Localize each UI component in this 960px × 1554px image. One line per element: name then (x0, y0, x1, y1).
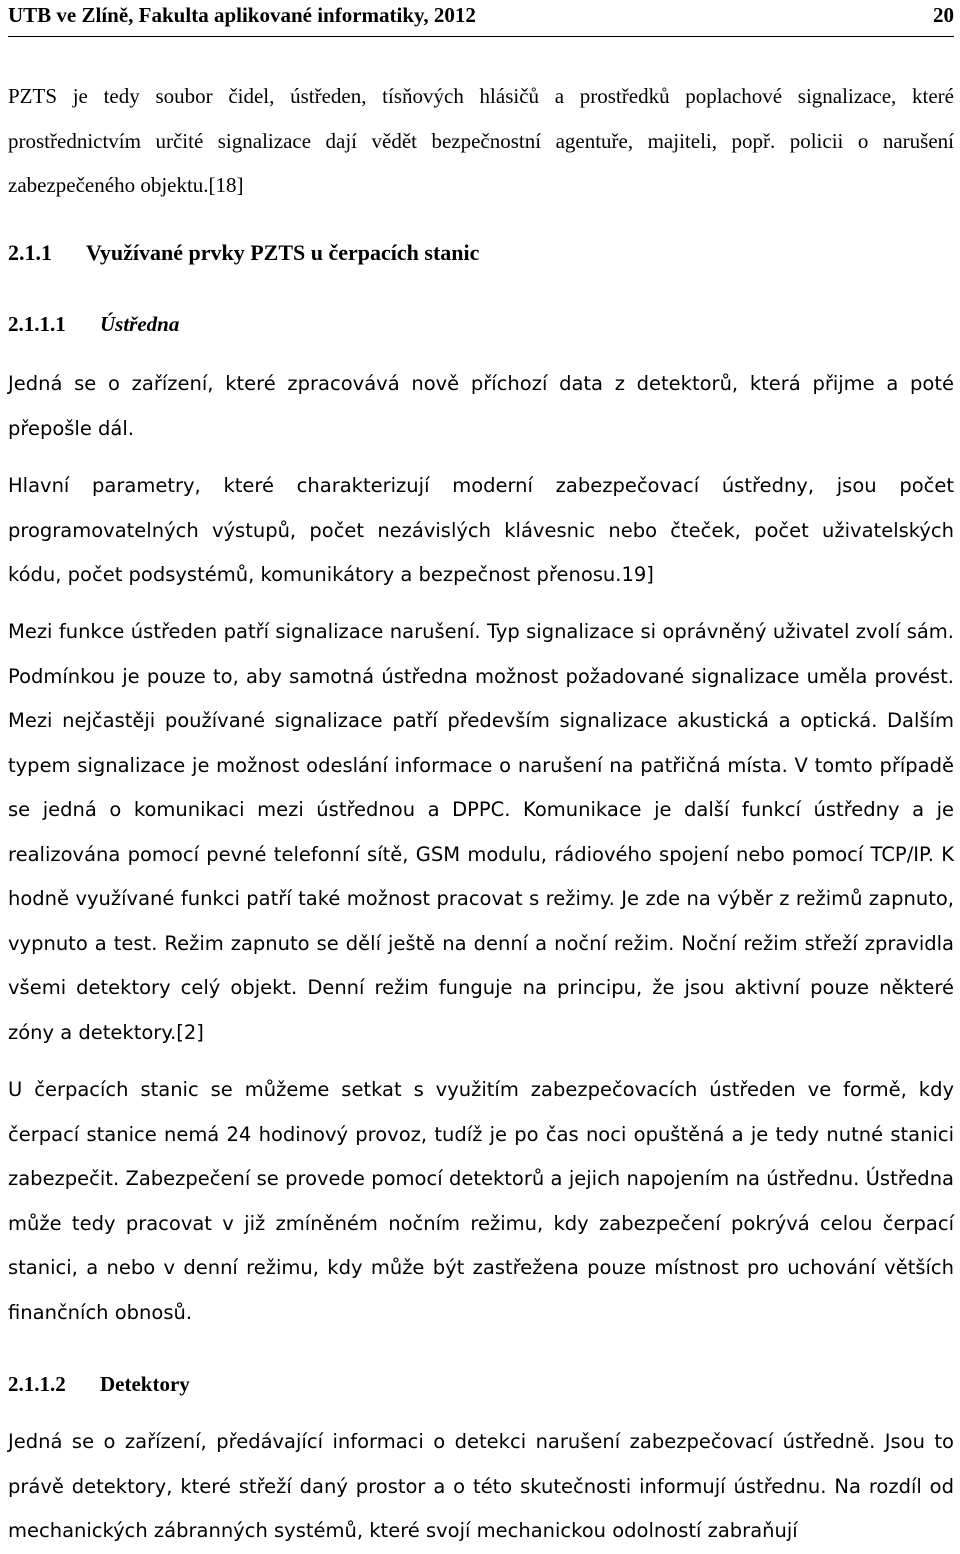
section-title: Detektory (100, 1372, 190, 1396)
ustredna-paragraph-4-block (8, 1068, 954, 1335)
section-heading-2-1-1-2 (8, 1372, 954, 1397)
intro-block (8, 74, 954, 208)
page-header (8, 0, 954, 37)
section-number: 2.1.1.1 (8, 312, 66, 336)
ustredna-paragraph-3: Mezi funkce ústředen patří signalizace narušení. Typ signalizace si oprávněný uživatel zvolí sám. Podmínkou je pouze to, aby samotná ústředna možnost požadované signalizace uměla provést. Mezi nejčastěji používané signalizace patří především signalizace akustická a optická. Dalším typem signalizace je možnost odeslání informace o narušení na patřičná místa. V tomto případě se jedná o komunikaci mezi ústřednou a DPPC. Komunikace je další funkcí ústředny a je realizována pomocí pevné telefonní sítě, GSM modulu, rádiového spojení nebo pomocí TCP/IP. K hodně využívané funkci patří také možnost pracovat s režimy. Je zde na výběr z režimů zapnuto, vypnuto a test. Režim zapnuto se dělí ještě na denní a noční režim. Noční režim střeží zpravidla všemi detektory celý objekt. Denní režim funguje na principu, že jsou aktivní pouze některé zóny a detektory.[2] (8, 620, 954, 1044)
ustredna-paragraph-1-block (8, 362, 954, 451)
ustredna-paragraph-2-block (8, 464, 954, 598)
intro-paragraph: PZTS je tedy soubor čidel, ústředen, tísňových hlásičů a prostředků poplachové signalizace, které prostřednictvím určité signalizace dají vědět bezpečnostní agentuře, majiteli, popř. policii o narušení zabezpečeného objektu.[18] (8, 84, 954, 197)
detektory-paragraph: Jedná se o zařízení, předávající informaci o detekci narušení zabezpečovací ústředně. Jsou to právě detektory, které střeží daný prostor a o této skutečnosti informují ústřednu. Na rozdíl od mechanických zábranných systémů, které svojí mechanickou odolností zabraňují (8, 1430, 954, 1542)
section-number: 2.1.1 (8, 240, 52, 265)
section-title: Využívané prvky PZTS u čerpacích stanic (86, 240, 480, 265)
section-title: Ústředna (100, 312, 180, 336)
section-heading-2-1-1 (8, 240, 954, 266)
header-title: UTB ve Zlíně, Fakulta aplikované informatiky, 2012 (8, 3, 476, 27)
section-heading-2-1-1-1 (8, 312, 954, 337)
detektory-paragraph-block (8, 1420, 954, 1554)
section-number: 2.1.1.2 (8, 1372, 66, 1396)
ustredna-paragraph-1: Jedná se o zařízení, které zpracovává nově příchozí data z detektorů, která přijme a poté přepošle dál. (8, 372, 954, 440)
page-number: 20 (933, 3, 954, 27)
ustredna-paragraph-2: Hlavní parametry, které charakterizují moderní zabezpečovací ústředny, jsou počet programovatelných výstupů, počet nezávislých klávesnic nebo čteček, počet uživatelských kódu, počet podsystémů, komunikátory a bezpečnost přenosu.19] (8, 474, 954, 586)
ustredna-paragraph-3-block (8, 610, 954, 1055)
ustredna-paragraph-4: U čerpacích stanic se můžeme setkat s využitím zabezpečovacích ústředen ve formě, kdy čerpací stanice nemá 24 hodinový provoz, tudíž je po čas noci opuštěná a je tedy nutné stanici zabezpečit. Zabezpečení se provede pomocí detektorů a jejich napojením na ústřednu. Ústředna může tedy pracovat v již zmíněném nočním režimu, kdy zabezpečení pokrývá celou čerpací stanici, a nebo v denní režimu, kdy může být zastřežena pouze místnost pro uchování větších finančních obnosů. (8, 1078, 954, 1324)
